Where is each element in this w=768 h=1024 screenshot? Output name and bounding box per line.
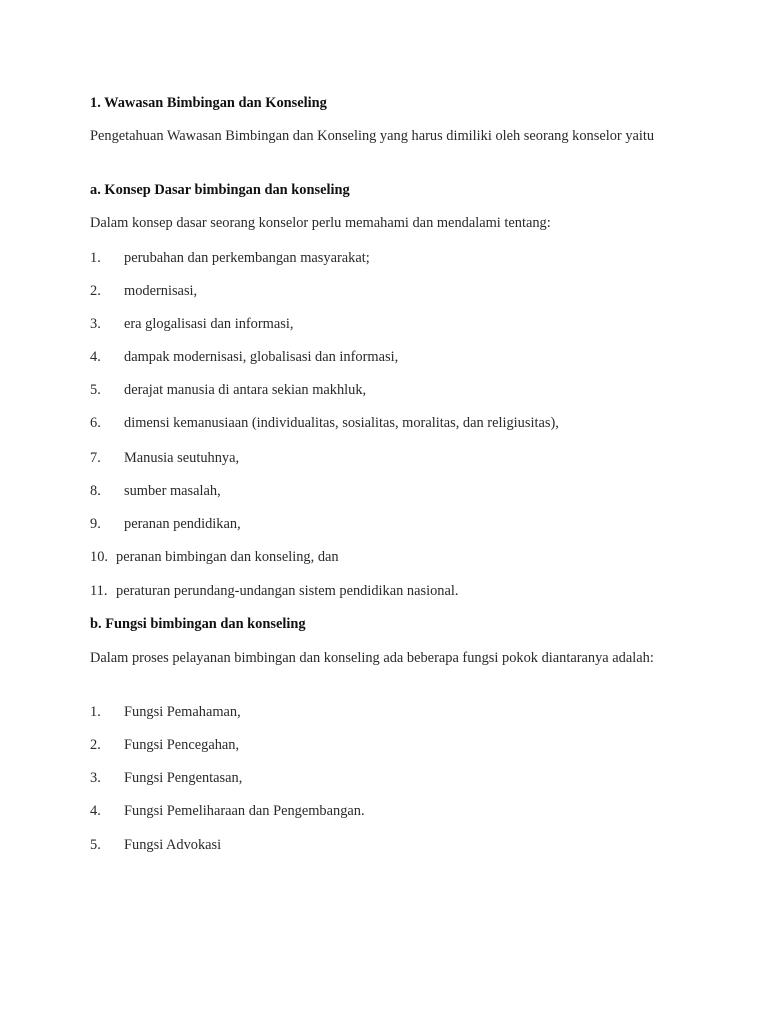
section-1-intro: Pengetahuan Wawasan Bimbingan dan Konseling yang harus dimiliki oleh seorang konselor yaitu	[90, 128, 655, 144]
list-item-number: 1.	[90, 250, 101, 266]
section-b-intro: Dalam proses pelayanan bimbingan dan konseling ada beberapa fungsi pokok diantaranya adalah:	[90, 650, 654, 666]
list-item-number: 1.	[90, 704, 101, 720]
list-item-number: 4.	[90, 349, 101, 365]
list-item	[90, 448, 239, 468]
list-item-text: derajat manusia di antara sekian makhluk,	[124, 382, 367, 398]
list-item	[90, 768, 242, 788]
list-item-text: Manusia seutuhnya,	[124, 450, 240, 466]
list-item	[90, 248, 370, 268]
list-item-text: dampak modernisasi, globalisasi dan informasi,	[124, 349, 399, 365]
list-item-text: Fungsi Advokasi	[124, 837, 222, 853]
list-item	[90, 314, 293, 334]
section-b-heading: b. Fungsi bimbingan dan konseling	[90, 616, 306, 632]
list-item-number: 4.	[90, 803, 101, 819]
list-item-text: peraturan perundang-undangan sistem pendidikan nasional.	[116, 583, 459, 599]
list-item-number: 2.	[90, 283, 101, 299]
list-item-text: peranan bimbingan dan konseling, dan	[116, 549, 339, 565]
list-item-text: peranan pendidikan,	[124, 516, 241, 532]
list-item-number: 5.	[90, 837, 101, 853]
section-a-intro: Dalam konsep dasar seorang konselor perlu memahami dan mendalami tentang:	[90, 215, 551, 231]
list-item	[90, 413, 559, 433]
list-item-number: 7.	[90, 450, 101, 466]
list-item	[90, 481, 221, 501]
list-item-number: 10.	[90, 549, 108, 565]
list-item-number: 3.	[90, 316, 101, 332]
list-item-text: sumber masalah,	[124, 483, 221, 499]
list-item-number: 6.	[90, 415, 101, 431]
list-item	[90, 380, 366, 400]
list-item-text: Fungsi Pengentasan,	[124, 770, 243, 786]
list-item	[90, 581, 458, 601]
list-item	[90, 547, 339, 567]
list-item	[90, 702, 241, 722]
section-a-heading: a. Konsep Dasar bimbingan dan konseling	[90, 182, 350, 198]
list-item-number: 3.	[90, 770, 101, 786]
list-item-text: Fungsi Pemeliharaan dan Pengembangan.	[124, 803, 365, 819]
list-item-number: 9.	[90, 516, 101, 532]
list-item-text: dimensi kemanusiaan (individualitas, sosialitas, moralitas, dan religiusitas),	[124, 415, 559, 431]
list-item-text: modernisasi,	[124, 283, 198, 299]
list-item-text: Fungsi Pemahaman,	[124, 704, 241, 720]
list-item	[90, 514, 241, 534]
list-item	[90, 347, 398, 367]
list-item-text: era glogalisasi dan informasi,	[124, 316, 294, 332]
list-item-number: 2.	[90, 737, 101, 753]
list-item-text: perubahan dan perkembangan masyarakat;	[124, 250, 370, 266]
list-item	[90, 735, 239, 755]
list-item-number: 11.	[90, 583, 108, 599]
list-item	[90, 281, 197, 301]
list-item-number: 5.	[90, 382, 101, 398]
list-item-number: 8.	[90, 483, 101, 499]
list-item-text: Fungsi Pencegahan,	[124, 737, 240, 753]
list-item	[90, 835, 221, 855]
list-item	[90, 801, 365, 821]
section-1-heading: 1. Wawasan Bimbingan dan Konseling	[90, 95, 327, 111]
